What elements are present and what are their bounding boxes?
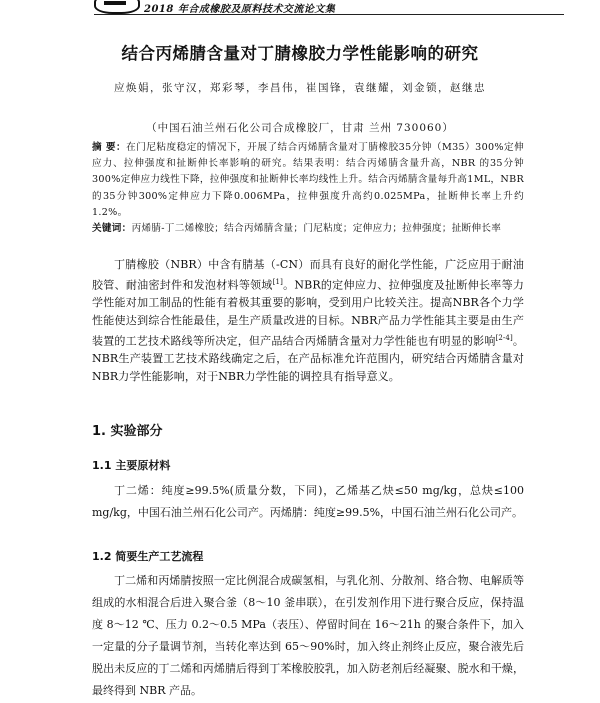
running-header (94, 0, 564, 15)
section-heading-process: 1.2 简要生产工艺流程 (92, 550, 204, 563)
keywords-label: 关键词： (92, 223, 132, 234)
intro-part2: 。NBR的定伸应力、拉伸强度及扯断伸长率等力学性能对加工制品的性能有着极其重要的影响，受到用户比较关注。提高NBR各个力学性能使达到综合性能最佳，是生产质量改进的目标。NBR产品力学性能其主要是由生产装置的工艺技术路线等所决定，但产品结合丙烯腈含量对力学性能也有明显的影响 (92, 278, 524, 348)
intro-part3: 。NBR生产装置工艺技术路线确定之后，在产品标准允许范围内，研究结合丙烯腈含量对NBR力学性能影响，对于NBR力学性能的调控具有指导意义。 (92, 334, 524, 384)
conference-logo-icon (94, 0, 140, 14)
abstract (92, 140, 524, 221)
materials-paragraph: 丁二烯：纯度≥99.5%(质量分数，下同)，乙烯基乙炔≤50 mg/kg，总炔≤100 mg/kg，中国石油兰州石化公司产。丙烯腈：纯度≥99.5%，中国石油兰州石化公司产。 (92, 484, 524, 519)
process-paragraph: 丁二烯和丙烯腈按照一定比例混合成碳氢相，与乳化剂、分散剂、络合物、电解质等组成的水相混合后进入聚合釜（8～10 釜串联），在引发剂作用下进行聚合反应，保持温度 8～12 ℃、压力 0.2～0.5 MPa（表压）、停留时间在 16～21h 的聚合条件下，加入一定量的分子量调节剂，当转化率达到 65～90%时，加入终止剂终止反应，聚合液先后脱出未反应的丁二烯和丙烯腈后得到丁苯橡胶胶乳，加入防老剂后经凝聚、脱水和干燥，最终得到 NBR 产品。 (92, 574, 524, 697)
running-head-text: 2018 年合成橡胶及原料技术交流论文集 (144, 4, 336, 15)
keywords-text: 丙烯腈-丁二烯橡胶；结合丙烯腈含量；门尼粘度；定伸应力；拉伸强度；扯断伸长率 (131, 223, 502, 234)
abstract-text: 在门尼粘度稳定的情况下，开展了结合丙烯腈含量对丁腈橡胶35分钟（M35）300%定伸应力、拉伸强度和扯断伸长率影响的研究。结果表明：结合丙烯腈含量升高，NBR 的35分钟300%定伸应力线性下降，拉伸强度和扯断伸长率均线性上升。结合丙烯腈含量每升高1ML，NBR 的35分钟300%定伸应力下降0.006MPa，拉伸强度升高约0.025MPa，扯断伸长率上升约1.2%。 (92, 142, 524, 218)
intro-part1: 丁腈橡胶（NBR）中含有腈基（-CN）而具有良好的耐化学性能，广泛应用于耐油胶管、耐油密封件和发泡材料等领域 (92, 258, 524, 292)
section-heading-experimental: 1. 实验部分 (92, 424, 163, 439)
affiliation: （中国石油兰州石化公司合成橡胶厂，甘肃 兰州 730060） (146, 122, 454, 134)
keywords (92, 221, 524, 237)
section-heading-materials: 1.1 主要原材料 (92, 459, 171, 472)
citation-ref2: [2-4] (495, 333, 513, 342)
citation-ref1: [1] (272, 277, 283, 286)
author-list: 应焕娟，张守汉，郑彩琴，李昌伟，崔国锋，袁继耀，刘金锁，赵继忠 (114, 82, 486, 94)
introduction-paragraph (92, 256, 524, 386)
abstract-label: 摘 要： (92, 142, 127, 153)
paper-title: 结合丙烯腈含量对丁腈橡胶力学性能影响的研究 (121, 44, 479, 63)
